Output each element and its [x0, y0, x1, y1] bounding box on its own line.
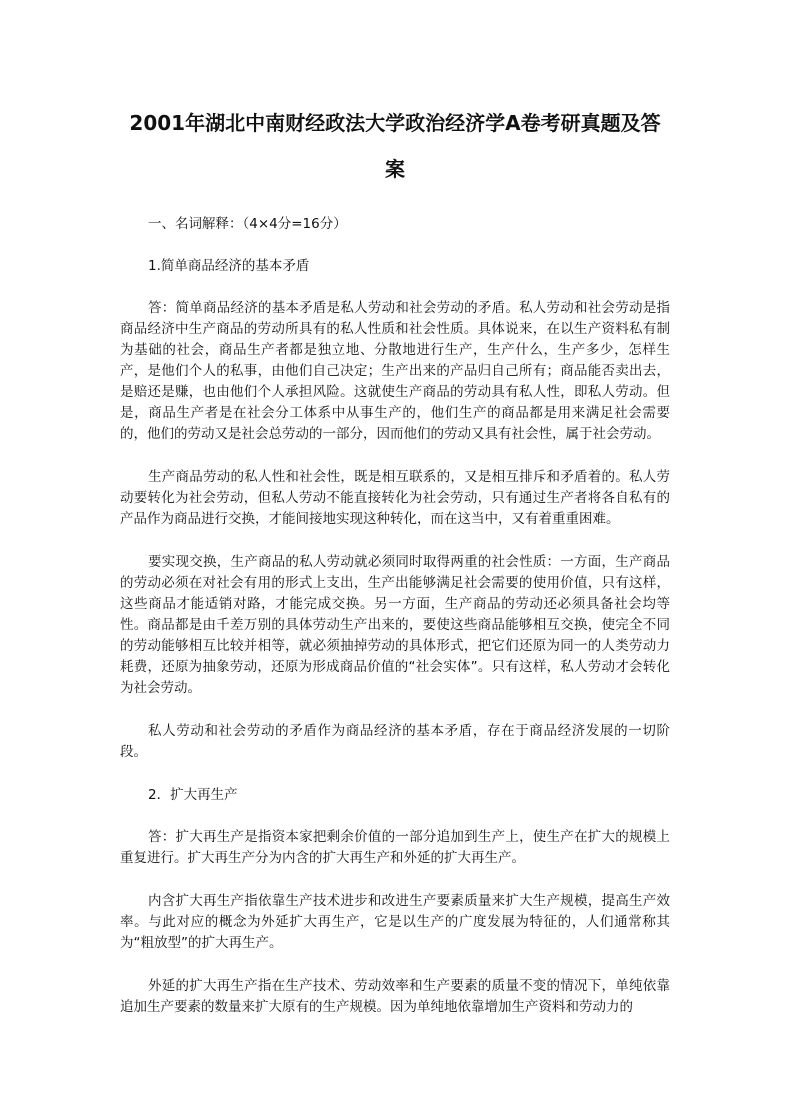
- section-heading: 一、名词解释：（4×4分=16分）: [148, 216, 347, 232]
- paragraph: 答：简单商品经济的基本矛盾是私人劳动和社会劳动的矛盾。私人劳动和社会劳动是指商品经济中生产商品的劳动所具有的私人性质和社会性质。具体说来，在以生产资料私有制为基础的社会，商品生产者都是独立地、分散地进行生产，生产什么，生产多少，怎样生产，是他们个人的私事，由他们自己决定；生产出来的产品归自己所有；商品能否卖出去，是赔还是赚，也由他们个人承担风险。这就使生产商品的劳动具有私人性，即私人劳动。但是，商品生产者是在社会分工体系中从事生产的，他们生产的商品都是用来满足社会需要的，他们的劳动又是社会总劳动的一部分，因而他们的劳动又具有社会性，属于社会劳动。: [120, 300, 670, 442]
- paragraph: 答：扩大再生产是指资本家把剩余价值的一部分追加到生产上，使生产在扩大的规模上重复进行。扩大再生产分为内含的扩大再生产和外延的扩大再生产。: [120, 829, 670, 866]
- term-heading-1: 1.简单商品经济的基本矛盾: [148, 258, 310, 274]
- document-title: 2001年湖北中南财经政法大学政治经济学A卷考研真题及答案: [129, 111, 661, 181]
- paragraph: 生产商品劳动的私人性和社会性，既是相互联系的，又是相互排斥和矛盾着的。私人劳动要转化为社会劳动，但私人劳动不能直接转化为社会劳动，只有通过生产者将各自私有的产品作为商品进行交换，才能间接地实现这种转化，而在这当中，又有着重重困难。: [120, 469, 670, 527]
- paragraph: 内含扩大再生产指依靠生产技术进步和改进生产要素质量来扩大生产规模，提高生产效率。与此对应的概念为外延扩大再生产，它是以生产的广度发展为特征的，人们通常称其为“粗放型”的扩大再生产。: [120, 893, 670, 951]
- term-heading-2: 2．扩大再生产: [148, 787, 238, 803]
- paragraph: 要实现交换，生产商品的私人劳动就必须同时取得两重的社会性质：一方面，生产商品的劳动必须在对社会有用的形式上支出，生产出能够满足社会需要的使用价值，只有这样，这些商品才能适销对路，才能完成交换。另一方面，生产商品的劳动还必须具备社会均等性。商品都是由千差万别的具体劳动生产出来的，要使这些商品能够相互交换，使完全不同的劳动能够相互比较并相等，就必须抽掉劳动的具体形式，把它们还原为同一的人类劳动力耗费，还原为抽象劳动，还原为形成商品价值的“社会实体”。只有这样，私人劳动才会转化为社会劳动。: [120, 554, 670, 696]
- paragraph: 私人劳动和社会劳动的矛盾作为商品经济的基本矛盾，存在于商品经济发展的一切阶段。: [120, 723, 670, 760]
- paragraph: 外延的扩大再生产指在生产技术、劳动效率和生产要素的质量不变的情况下，单纯依靠追加生产要素的数量来扩大原有的生产规模。因为单纯地依靠增加生产资料和劳动力的: [120, 978, 670, 1015]
